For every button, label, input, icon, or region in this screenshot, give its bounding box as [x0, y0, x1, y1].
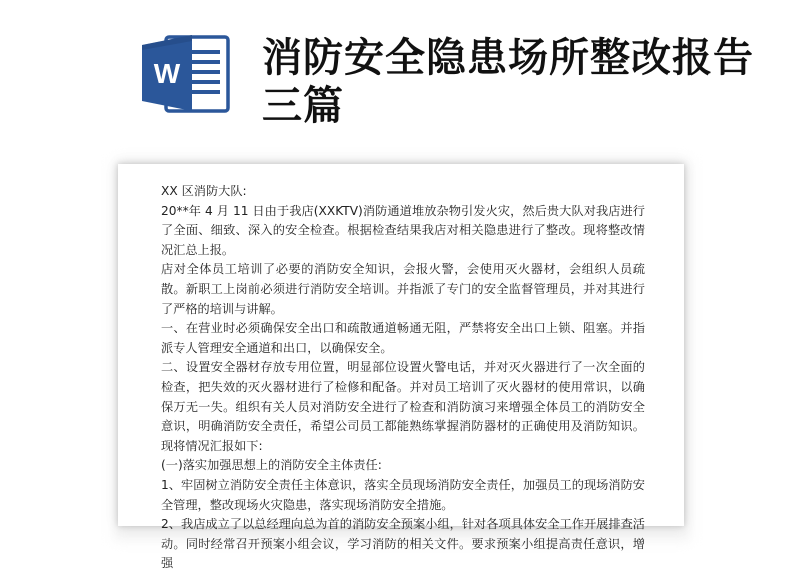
salutation: XX 区消防大队: — [161, 184, 247, 198]
paragraph: 20**年 4 月 11 日由于我店(XXKTV)消防通道堆放杂物引发火灾，然后贵大队对我店进行了全面、细致、深入的安全检查。根据检查结果我店对相关隐患进行了整改。现将整改情况汇总上报。 — [161, 203, 645, 257]
paragraph: 2、我店成立了以总经理向总为首的消防安全预案小组，针对各项具体安全工作开展排查活动。同时经常召开预案小组会议，学习消防的相关文件。要求预案小组提高责任意识，增强 — [161, 517, 645, 571]
section-heading: (一)落实加强思想上的消防安全主体责任: — [161, 458, 382, 473]
logo-letter: W — [153, 58, 181, 89]
paragraph: 一、在营业时必须确保安全出口和疏散通道畅通无阻，严禁将安全出口上锁、阻塞。并指派专人管理安全通道和出口，以确保安全。 — [161, 321, 645, 355]
page-title: 消防安全隐患场所整改报告三篇 — [262, 35, 754, 129]
document-page — [118, 164, 684, 571]
header — [0, 0, 800, 150]
paragraph: 店对全体员工培训了必要的消防安全知识，会报火警，会使用灭火器材，会组织人员疏散。新职工上岗前必须进行消防安全培训。并指派了专门的安全监督管理员，并对其进行了严格的培训与讲解。 — [161, 262, 645, 316]
word-document-icon — [140, 31, 230, 115]
paragraph: 二、设置安全器材存放专用位置，明显部位设置火警电话，并对灭火器进行了一次全面的检查，把失效的灭火器材进行了检修和配备。并对员工培训了灭火器材的使用常识，以确保万无一失。组织有关人员对消防安全进行了检查和消防演习来增强全体员工的消防安全意识，明确消防安全责任，希望公司员工都能熟练掌握消防器材的正确使用及消防知识。现将情况汇报如下: — [161, 360, 645, 453]
document-body — [161, 182, 645, 574]
paragraph: 1、牢固树立消防安全责任主体意识，落实全员现场消防安全责任，加强员工的现场消防安全管理，整改现场火灾隐患，落实现场消防安全措施。 — [161, 477, 645, 512]
